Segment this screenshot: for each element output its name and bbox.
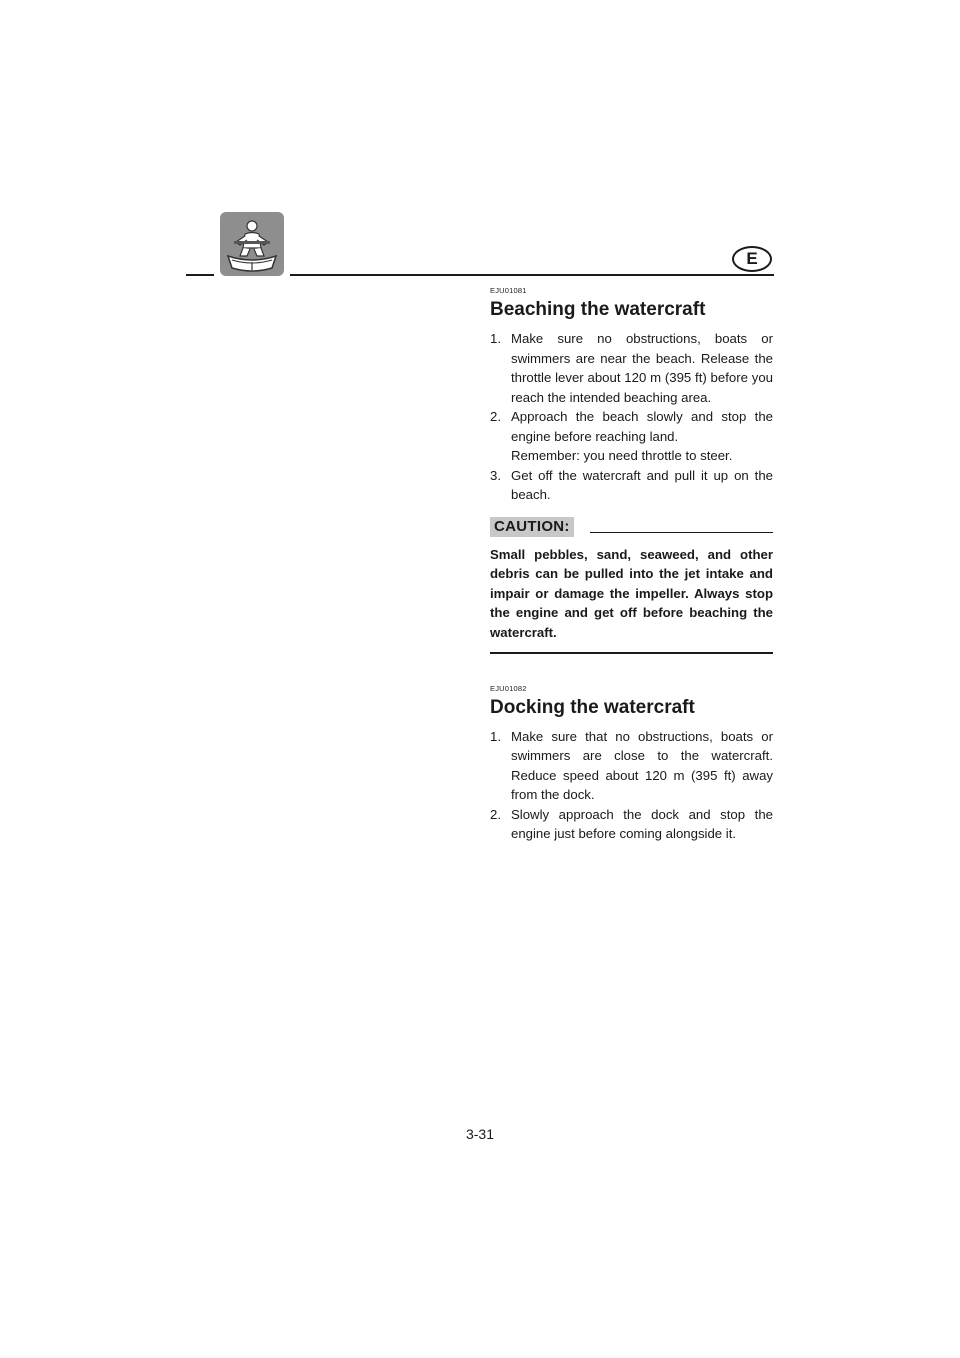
caution-header bbox=[490, 517, 773, 537]
list-item bbox=[490, 805, 773, 844]
page-content bbox=[490, 286, 773, 844]
caution-text: Small pebbles, sand, seaweed, and other debris can be pulled into the jet intake and impair or damage the impeller. Always stop the engine and get off before beaching the watercraft. bbox=[490, 546, 773, 640]
step-text: Get off the watercraft and pull it up on the beach. bbox=[511, 467, 773, 502]
section-title: Docking the watercraft bbox=[490, 696, 695, 718]
step-number: 1. bbox=[490, 331, 501, 346]
caution-label: CAUTION: bbox=[490, 517, 574, 537]
step-number: 3. bbox=[490, 467, 501, 483]
step-number: 1. bbox=[490, 728, 501, 744]
step-text: Make sure that no obstructions, boats or swimmers are close to the watercraft. Reduce speed about 120 m (395 ft) away from the dock. bbox=[511, 728, 773, 802]
caution-rule bbox=[590, 532, 773, 534]
step-number: 2. bbox=[490, 409, 501, 424]
language-mark: E bbox=[732, 246, 772, 272]
step-list bbox=[490, 727, 773, 844]
page-number: 3-31 bbox=[465, 1126, 495, 1142]
list-item bbox=[490, 727, 773, 805]
section-title: Beaching the watercraft bbox=[490, 299, 706, 320]
section-docking bbox=[490, 684, 773, 844]
header-rule-left bbox=[186, 274, 214, 276]
step-text: Approach the beach slowly and stop the engine before reaching land. bbox=[511, 409, 773, 444]
list-item bbox=[490, 466, 773, 505]
step-note: Remember: you need throttle to steer. bbox=[511, 448, 733, 463]
step-list bbox=[490, 329, 773, 505]
section-code: EJU01081 bbox=[490, 286, 527, 295]
caution-end-rule bbox=[490, 652, 773, 654]
list-item bbox=[490, 329, 773, 407]
step-number: 2. bbox=[490, 806, 501, 822]
step-text: Make sure no obstructions, boats or swimmers are near the beach. Release the throttle lever about 120 m (395 ft) before you reach the intended beaching area. bbox=[511, 331, 773, 405]
header-rule-right bbox=[290, 274, 774, 276]
watercraft-rider-icon bbox=[220, 212, 284, 276]
section-beaching bbox=[490, 286, 773, 654]
step-text: Slowly approach the dock and stop the engine just before coming alongside it. bbox=[511, 806, 773, 841]
section-code: EJU01082 bbox=[490, 683, 527, 693]
list-item bbox=[490, 407, 773, 466]
